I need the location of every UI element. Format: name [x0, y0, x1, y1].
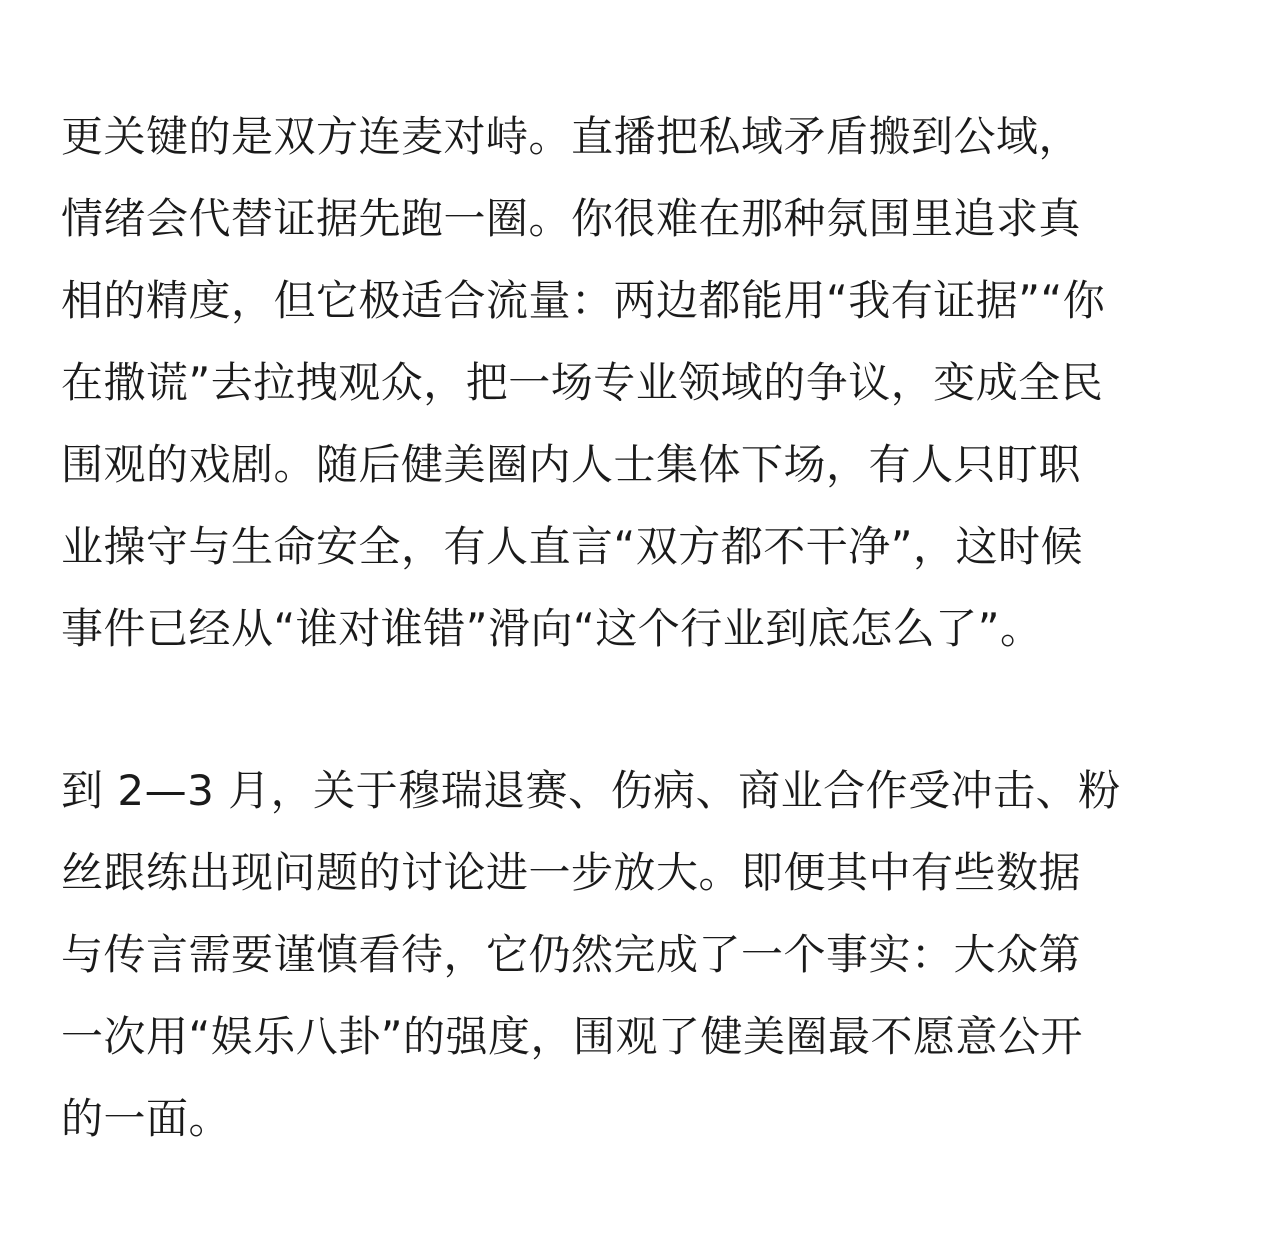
text-line: 更关键的是双方连麦对峙。直播把私域矛盾搬到公域，: [61, 112, 1082, 161]
text-line: 的一面。: [61, 1094, 232, 1143]
text-line: 丝跟练出现问题的讨论进一步放大。即便其中有些数据: [61, 848, 1082, 897]
text-line: 到 2—3 月，关于穆瑞退赛、伤病、商业合作受冲击、粉: [61, 766, 1121, 815]
text-line: 业操守与生命安全，有人直言“双方都不干净”，这时候: [61, 522, 1084, 571]
paragraph-1: [61, 96, 1203, 670]
text-line: 一次用“娱乐八卦”的强度，围观了健美圈最不愿意公开: [61, 1012, 1084, 1061]
text-line: 在撒谎”去拉拽观众，把一场专业领域的争议，变成全民: [61, 358, 1104, 407]
paragraph-2: [61, 750, 1203, 1160]
text-line: 事件已经从“谁对谁错”滑向“这个行业到底怎么了”。: [61, 604, 1043, 653]
text-line: 相的精度，但它极适合流量：两边都能用“我有证据”“你: [61, 276, 1106, 325]
paragraph-spacer: [61, 670, 1203, 750]
text-line: 围观的戏剧。随后健美圈内人士集体下场，有人只盯职: [61, 440, 1082, 489]
text-line: 与传言需要谨慎看待，它仍然完成了一个事实：大众第: [61, 930, 1082, 979]
text-line: 情绪会代替证据先跑一圈。你很难在那种氛围里追求真: [61, 194, 1082, 243]
